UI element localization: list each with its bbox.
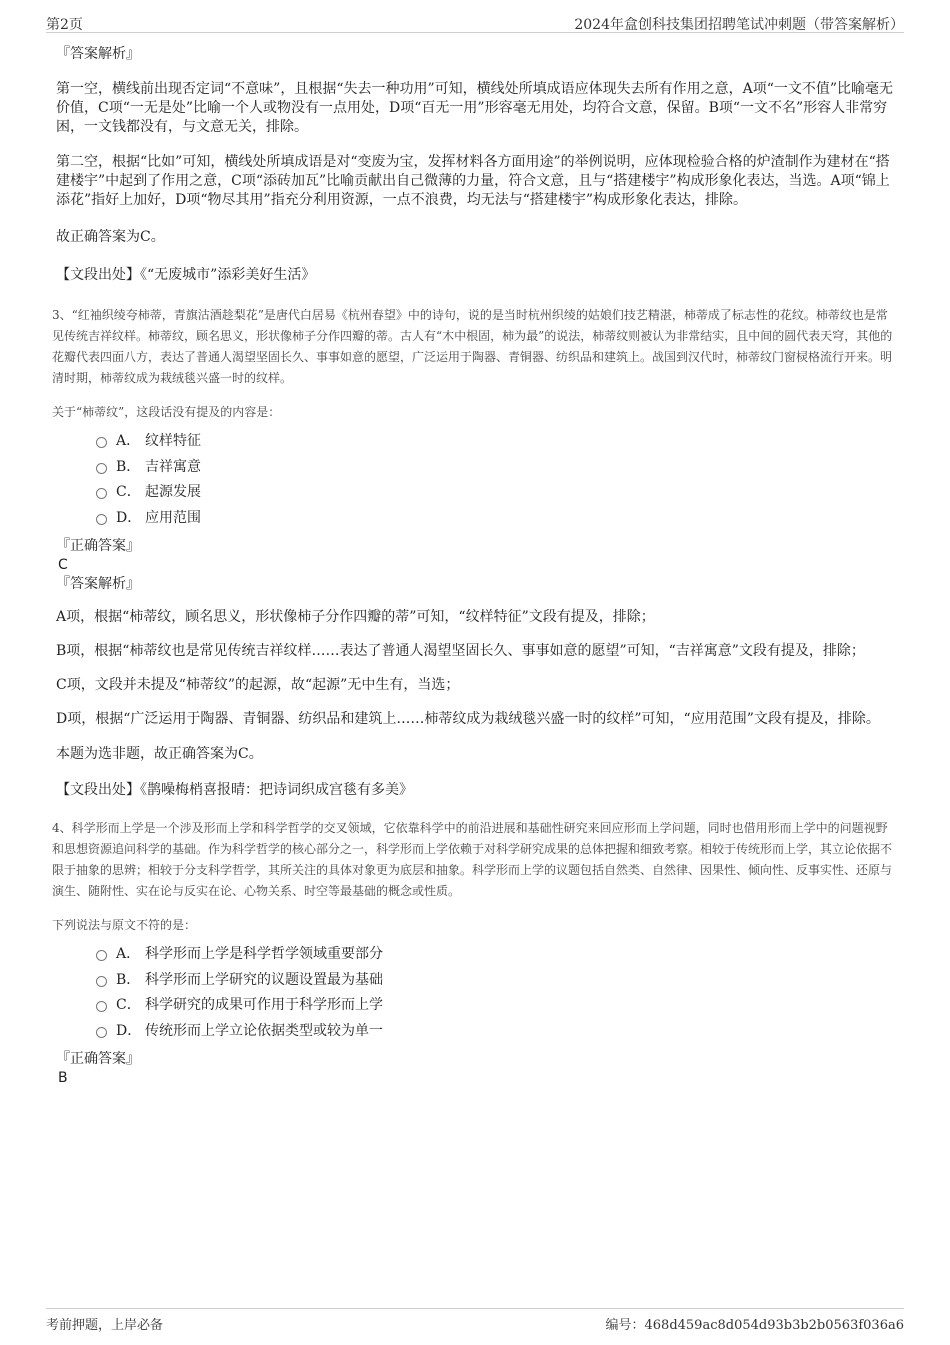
- source-citation: 【文段出处】《“无废城市”添彩美好生活》: [56, 267, 316, 283]
- option-letter: B．: [116, 458, 141, 475]
- option-b[interactable]: [56, 456, 898, 482]
- option-d[interactable]: [56, 507, 898, 533]
- option-c[interactable]: [56, 481, 898, 507]
- radio-button[interactable]: [96, 976, 107, 987]
- option-letter: D．: [116, 509, 142, 526]
- document-id: 编号：468d459ac8d054d93b3b2b0563f036a6: [605, 1318, 904, 1333]
- option-letter: B．: [116, 971, 141, 988]
- radio-button[interactable]: [96, 950, 107, 961]
- page-header: [46, 12, 904, 33]
- option-text: 吉祥寓意: [145, 458, 201, 475]
- analysis-paragraph: 第二空，根据“比如”可知，横线处所填成语是对“变废为宝，发挥材料各方面用途”的举例说明，应体现检验合格的炉渣制作为建材在“搭建楼宇”中起到了作用之意，C项“添砖加瓦”比喻贡献出自己微薄的力量，符合文意，且与“搭建楼宇”构成形象化表达，当选。A项“锦上添花”指好上加好，D项“物尽其用”指充分利用资源，一点不浪费，均无法与“搭建楼宇”构成形象化表达，排除。: [56, 154, 890, 208]
- radio-button[interactable]: [96, 488, 107, 499]
- option-c[interactable]: [56, 994, 898, 1020]
- option-letter: A．: [116, 433, 141, 449]
- option-text: 起源发展: [145, 484, 201, 500]
- document-body: [52, 44, 898, 1087]
- radio-button[interactable]: [96, 1001, 107, 1012]
- option-text: 科学形而上学研究的议题设置最为基础: [145, 971, 383, 988]
- analysis-paragraph: 第一空，横线前出现否定词“不意味”，且根据“失去一种功用”可知，横线处所填成语应体现失去所有作用之意，A项“一文不值”比喻毫无价值，C项“一无是处”比喻一个人或物没有一点用处，D项“百无一用”形容毫无用处，均符合文意，保留。B项“一文不名”形容人非常穷困，一文钱都没有，与文意无关，排除。: [56, 81, 894, 135]
- question-passage: 3、“红袖织绫夸柿蒂，青旗沽酒趁梨花”是唐代白居易《杭州春望》中的诗句，说的是当时杭州织绫的姑娘们技艺精湛，柿蒂成了标志性的花纹。柿蒂纹也是常见传统吉祥纹样。柿蒂纹，顾名思义，形状像柿子分作四瓣的蒂。古人有“木中根固，柿为最”的说法，柿蒂纹则被认为非常结实，且中间的圆代表天穹，其他的花瓣代表四面八方，表达了普通人渴望坚固长久、事事如意的愿望，广泛运用于陶器、青铜器、纺织品和建筑上。战国到汉代时，柿蒂纹门窗棂格流行开来。明清时期，柿蒂纹成为栽绒毯兴盛一时的纹样。: [52, 308, 893, 385]
- option-d[interactable]: [56, 1020, 898, 1046]
- analysis-paragraph: B项，根据“柿蒂纹也是常见传统吉祥纹样……表达了普通人渴望坚固长久、事事如意的愿望”可知，“吉祥寓意”文段有提及，排除；: [56, 643, 865, 659]
- analysis-conclusion: 故正确答案为C。: [56, 229, 165, 245]
- question-prompt: 下列说法与原文不符的是：: [52, 918, 197, 932]
- correct-answer: B: [58, 1070, 68, 1086]
- question-passage: 4、科学形而上学是一个涉及形而上学和科学哲学的交叉领域，它依靠科学中的前沿进展和基础性研究来回应形而上学问题，同时也借用形而上学中的问题视野和思想资源追问科学的基础。作为科学哲学的核心部分之一，科学形而上学依赖于对科学研究成果的总体把握和细致考察。相较于传统形而上学，其立论依据不限于抽象的思辨；相较于分支科学哲学，其所关注的具体对象更为底层和抽象。科学形而上学的议题包括自然类、自然律、因果性、倾向性、反事实性、还原与演生、随附性、实在论与反实在论、心物关系、时空等最基础的概念或性质。: [52, 821, 893, 898]
- option-a[interactable]: [56, 943, 898, 969]
- analysis-label: 『答案解析』: [56, 576, 140, 592]
- option-a[interactable]: [56, 430, 898, 456]
- option-list: [56, 430, 898, 532]
- radio-button[interactable]: [96, 437, 107, 448]
- option-text: 科学研究的成果可作用于科学形而上学: [145, 997, 383, 1013]
- source-citation: 【文段出处】《鹊噪梅梢喜报晴：把诗词织成宫毯有多美》: [56, 782, 413, 798]
- correct-answer-label: 『正确答案』: [56, 1051, 140, 1067]
- analysis-conclusion: 本题为选非题，故正确答案为C。: [56, 746, 263, 762]
- radio-button[interactable]: [96, 1027, 107, 1038]
- question-prompt: 关于“柿蒂纹”，这段话没有提及的内容是：: [52, 405, 281, 419]
- analysis-label: 『答案解析』: [56, 46, 140, 62]
- page-footer: [46, 1308, 904, 1333]
- option-letter: C．: [116, 997, 141, 1013]
- analysis-paragraph: D项，根据“广泛运用于陶器、青铜器、纺织品和建筑上……柿蒂纹成为栽绒毯兴盛一时的纹样”可知，“应用范围”文段有提及，排除。: [56, 711, 880, 727]
- option-letter: D．: [116, 1022, 142, 1039]
- option-letter: C．: [116, 484, 141, 500]
- option-b[interactable]: [56, 969, 898, 995]
- analysis-paragraph: C项，文段并未提及“柿蒂纹”的起源，故“起源”无中生有，当选；: [56, 677, 460, 693]
- correct-answer: C: [58, 557, 68, 573]
- page-number: 第2页: [46, 17, 83, 33]
- analysis-paragraph: A项，根据“柿蒂纹，顾名思义，形状像柿子分作四瓣的蒂”可知，“纹样特征”文段有提及，排除；: [56, 609, 655, 625]
- correct-answer-label: 『正确答案』: [56, 538, 140, 554]
- option-text: 应用范围: [145, 509, 201, 526]
- radio-button[interactable]: [96, 463, 107, 474]
- option-letter: A．: [116, 946, 141, 962]
- option-text: 科学形而上学是科学哲学领域重要部分: [145, 946, 383, 962]
- option-text: 纹样特征: [145, 433, 201, 449]
- footer-slogan: 考前押题，上岸必备: [46, 1318, 164, 1333]
- option-text: 传统形而上学立论依据类型或较为单一: [145, 1022, 383, 1039]
- option-list: [56, 943, 898, 1045]
- document-title: 2024年盒创科技集团招聘笔试冲刺题（带答案解析）: [574, 17, 904, 33]
- radio-button[interactable]: [96, 514, 107, 525]
